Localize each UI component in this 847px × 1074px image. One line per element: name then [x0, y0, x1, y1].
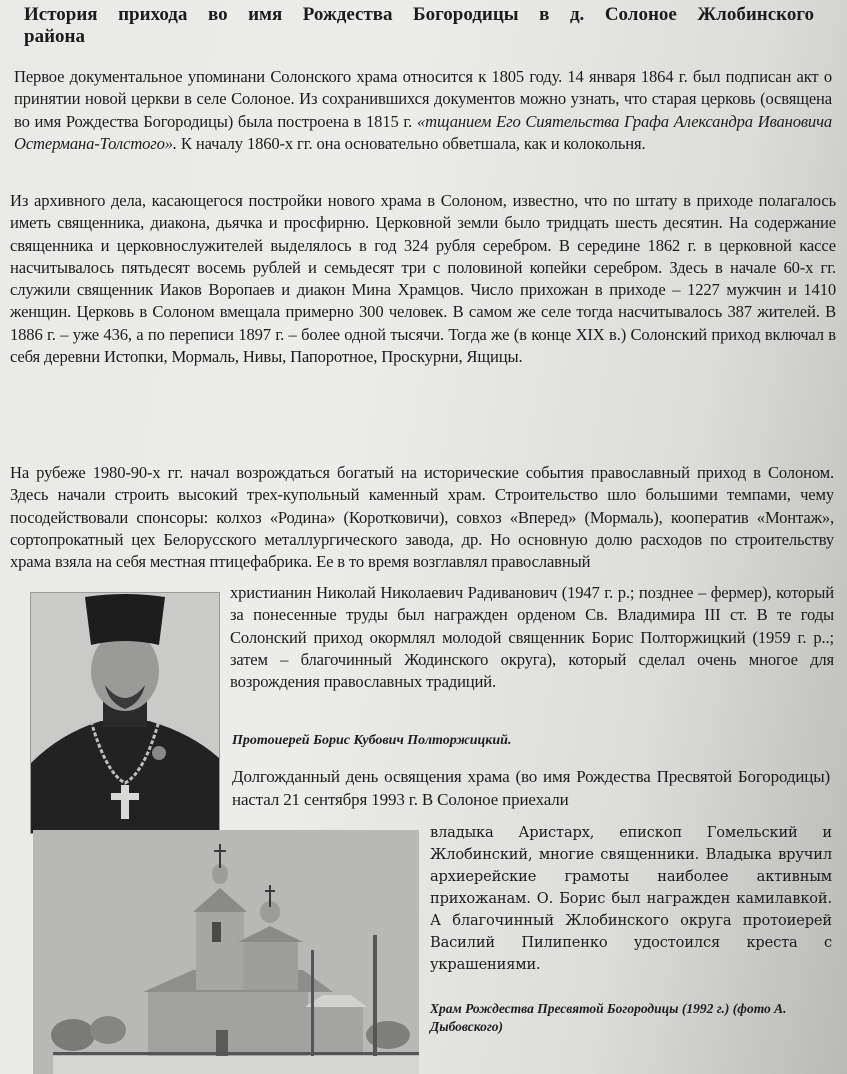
paragraph-archive: Из архивного дела, касающегося постройки нового храма в Солоном, известно, что по штату в приходе полагалось иметь священника, диакона, дьячка и просфирню. Церковной земли было тридцать шесть десятин. На содержание священника и церковнослужителей выделялось в год 324 рубля серебром. В середине 1862 г. в церковной кассе насчитывалось пятьдесят восемь рублей и семьдесят три с половиной копейки серебром. Здесь в начале 60-х гг. служили священник Иаков Воропаев и диакон Мина Храмцов. Число прихожан в приходе – 1227 мужчин и 1410 женщин. Церковь в Солоном вмещала примерно 300 человек. В самом же селе тогда насчитывалось 387 жителей. В 1886 г. – уже 436, а по переписи 1897 г. – более одной тысячи. Тогда же (в конце XIX в.) Солонский приход включал в себя деревни Истопки, Мормаль, Нивы, Папоротное, Проскурни, Ящицы.	[10, 191, 836, 367]
document-title: История прихода во имя Рождества Богородицы в д. Солоное Жлобинского района	[24, 4, 814, 47]
paragraph-consecration: Долгожданный день освящения храма (во имя Рождества Пресвятой Богородицы) настал 21 сентября 1993 г. В Солоное приехали	[232, 767, 830, 809]
paragraph-first-mention	[14, 66, 832, 155]
church-caption: Храм Рождества Пресвятой Богородицы (1992 г.) (фото А. Дыбовского)	[430, 1001, 787, 1034]
paragraph-text: К началу 1860-х гг. она основательно обветшала, как и колокольня.	[176, 133, 646, 153]
paragraph-sponsors: христианин Николай Николаевич Радиванович (1947 г. р.; позднее – фермер), который за понесенные труды был награжден орденом Св. Владимира III ст. В те годы Солонский приход окормлял молодой священник Борис Полторжицкий (1959 г. р..; затем – благочинный Жодинского округа), который сделал очень многое для возрождения православных традиций.	[230, 583, 834, 692]
paragraph-bishop-visit: владыка Аристарх, епископ Гомельский и Жлобинский, многие священники. Владыка вручил архиерейские грамоты наиболее активным прихожанам. О. Борис был награжден камилавкой. А благочинный Жлобинского округа протоиерей Василий Пилипенко удостоился креста с украшениями.	[430, 824, 832, 973]
quote-text: «тщанием Его Сиятельства Графа Александра Ивановича Остермана-Толстого».	[14, 111, 832, 153]
paragraph-revival: На рубеже 1980-90-х гг. начал возрождаться богатый на исторические события православный приход в Солоном. Здесь начали строить высокий трех-купольный каменный храм. Строительство шло большими темпами, чему посодействовали спонсоры: колхоз «Родина» (Коротковичи), совхоз «Вперед» (Мормаль), кооператив «Монтаж», сортопрокатный цех Белорусского металлургического завода, др. Но основную долю расходов по строительству храма взяла на себя местная птицефабрика. Ее в то время возглавлял православный	[10, 463, 834, 572]
priest-photo	[30, 592, 220, 834]
paragraph-text: Первое документальное упоминани Солонского храма относится к 1805 году. 14 января 1864 г. был подписан акт о принятии новой церкви в селе Солоное. Из сохранившихся документов можно узнать, что старая церковь (освящена во имя Рождества Богородицы) была построена в 1815 г.	[14, 67, 832, 131]
priest-caption: Протоиерей Борис Кубович Полторжицкий.	[232, 733, 512, 748]
church-photo	[33, 830, 419, 1074]
